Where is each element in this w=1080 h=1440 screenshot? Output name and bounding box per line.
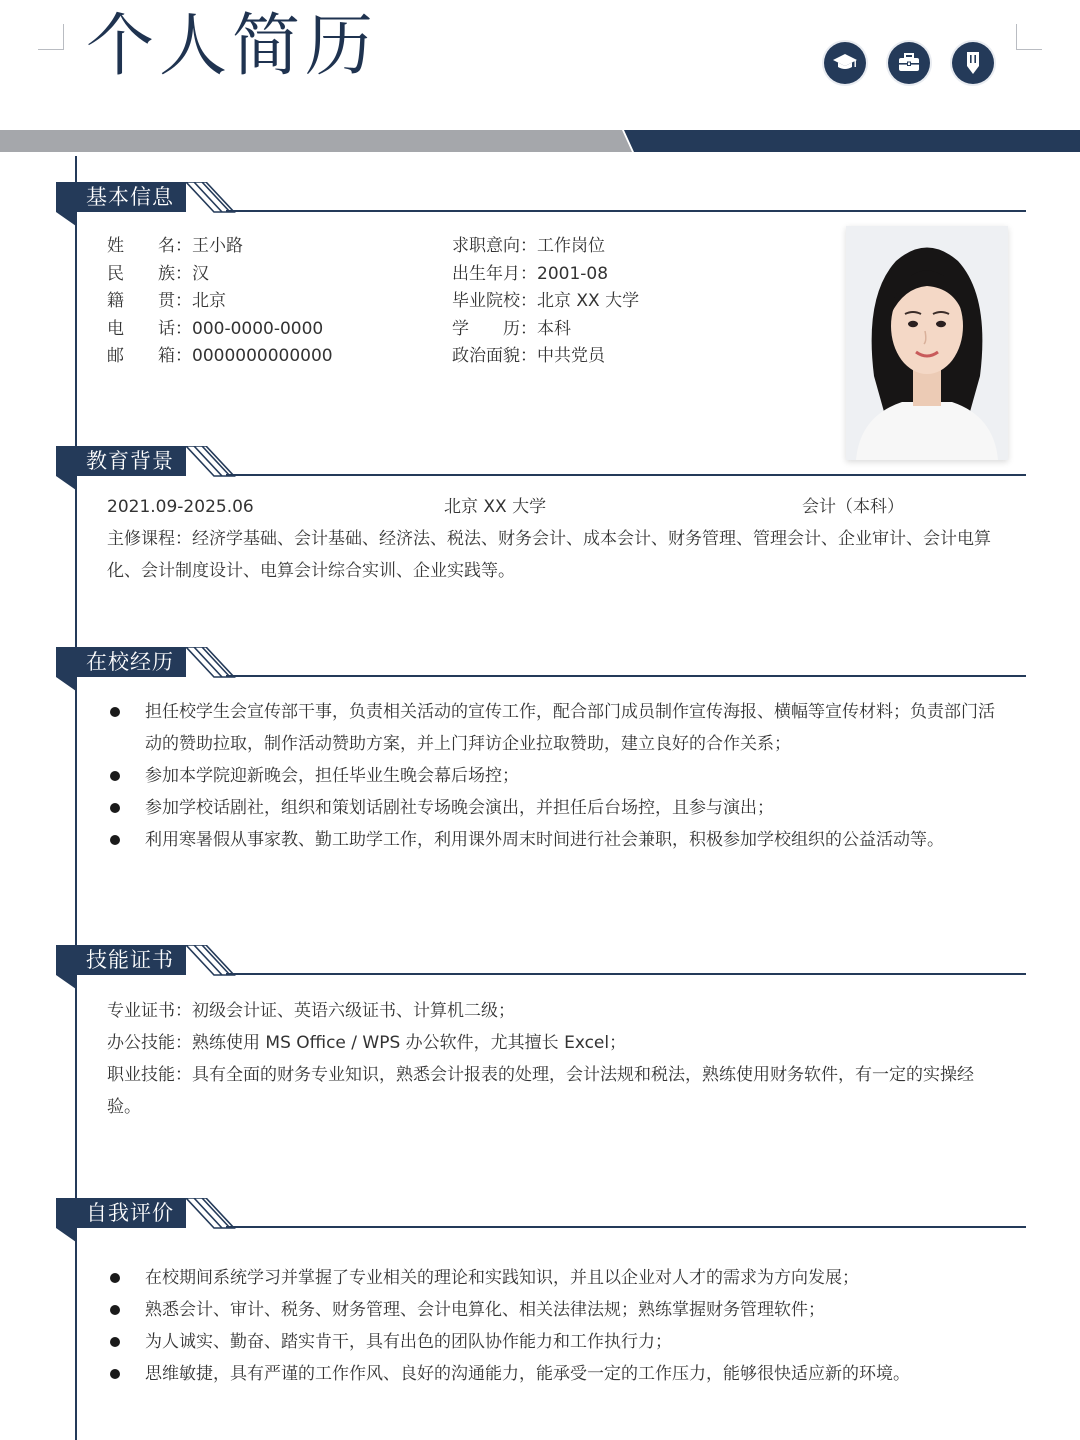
education-period: 2021.09-2025.06 — [107, 497, 254, 517]
pen-icon — [952, 42, 994, 84]
bullet-dot — [110, 803, 120, 813]
list-item: 思维敏捷，具有严谨的工作作风、良好的沟通能力，能承受一定的工作压力，能够很快适应新的环境。 — [107, 1358, 1002, 1390]
list-item: 参加学校话剧社，组织和策划话剧社专场晚会演出，并担任后台场控，且参与演出； — [107, 792, 1002, 824]
info-ethnicity: 民 族：汉 — [107, 264, 209, 284]
info-job-intention: 求职意向：工作岗位 — [452, 236, 605, 256]
info-email: 邮 箱：0000000000000 — [107, 346, 333, 366]
section-title: 技能证书 — [56, 945, 186, 975]
education-courses: 主修课程：经济学基础、会计基础、经济法、税法、财务会计、成本会计、财务管理、管理会计、企业审计、会计电算化、会计制度设计、电算会计综合实训、企业实践等。 — [107, 529, 991, 581]
info-birth-date: 出生年月：2001-08 — [452, 264, 609, 284]
section-header-self-evaluation — [56, 1198, 1026, 1242]
section-rule — [226, 474, 1026, 476]
list-item: 熟悉会计、审计、税务、财务管理、会计电算化、相关法律法规；熟练掌握财务管理软件； — [107, 1294, 1002, 1326]
info-political-status: 政治面貌：中共党员 — [452, 346, 605, 366]
graduation-cap-icon — [824, 42, 866, 84]
section-title: 在校经历 — [56, 647, 186, 677]
skills-certificates: 专业证书：初级会计证、英语六级证书、计算机二级； — [107, 1001, 515, 1021]
section-rule — [226, 675, 1026, 677]
section-decoration — [56, 945, 256, 989]
section-decoration — [56, 647, 256, 691]
bullet-dot — [110, 1369, 120, 1379]
section-header-skills — [56, 945, 1026, 989]
page-title: 个人简历 — [86, 7, 379, 86]
info-name: 姓 名：王小路 — [107, 236, 243, 256]
list-item: 利用寒暑假从事家教、勤工助学工作，利用课外周末时间进行社会兼职，积极参加学校组织的公益活动等。 — [107, 824, 1002, 856]
section-title: 教育背景 — [56, 446, 186, 476]
section-rule — [226, 973, 1026, 975]
timeline-line — [75, 156, 77, 1440]
section-title: 基本信息 — [56, 182, 186, 212]
education-degree: 会计（本科） — [802, 497, 904, 517]
section-decoration — [56, 182, 256, 226]
info-phone: 电 话：000-0000-0000 — [107, 319, 324, 339]
header-band — [0, 128, 1080, 154]
section-rule — [226, 1226, 1026, 1228]
bullet-dot — [110, 1305, 120, 1315]
info-native-place: 籍 贯：北京 — [107, 291, 226, 311]
bullet-dot — [110, 1273, 120, 1283]
section-header-campus — [56, 647, 1026, 691]
skills-office: 办公技能：熟练使用 MS Office / WPS 办公软件，尤其擅长 Excel； — [107, 1033, 627, 1053]
section-header-education — [56, 446, 1026, 490]
bullet-dot — [110, 707, 120, 717]
section-decoration — [56, 1198, 256, 1242]
list-item: 在校期间系统学习并掌握了专业相关的理论和实践知识，并且以企业对人才的需求为方向发展； — [107, 1262, 1002, 1294]
list-item: 参加本学院迎新晚会，担任毕业生晚会幕后场控； — [107, 760, 1002, 792]
skills-professional: 职业技能：具有全面的财务专业知识，熟悉会计报表的处理，会计法规和税法，熟练使用财务软件，有一定的实操经验。 — [107, 1065, 974, 1117]
bullet-dot — [110, 771, 120, 781]
section-decoration — [56, 446, 256, 490]
list-item: 为人诚实、勤奋、踏实肯干，具有出色的团队协作能力和工作执行力； — [107, 1326, 1002, 1358]
corner-bracket-right — [1016, 24, 1042, 50]
section-header-basic-info — [56, 182, 1026, 226]
section-title: 自我评价 — [56, 1198, 186, 1228]
info-education-level: 学 历：本科 — [452, 319, 571, 339]
bullet-dot — [110, 1337, 120, 1347]
list-item: 担任校学生会宣传部干事，负责相关活动的宣传工作，配合部门成员制作宣传海报、横幅等宣传材料；负责部门活动的赞助拉取，制作活动赞助方案，并上门拜访企业拉取赞助，建立良好的合作关系； — [107, 696, 1002, 760]
bullet-dot — [110, 835, 120, 845]
info-school: 毕业院校：北京 XX 大学 — [452, 291, 640, 311]
section-rule — [226, 210, 1026, 212]
briefcase-icon — [888, 42, 930, 84]
corner-bracket-left — [38, 24, 64, 50]
profile-photo — [846, 226, 1008, 460]
education-school: 北京 XX 大学 — [444, 497, 547, 517]
